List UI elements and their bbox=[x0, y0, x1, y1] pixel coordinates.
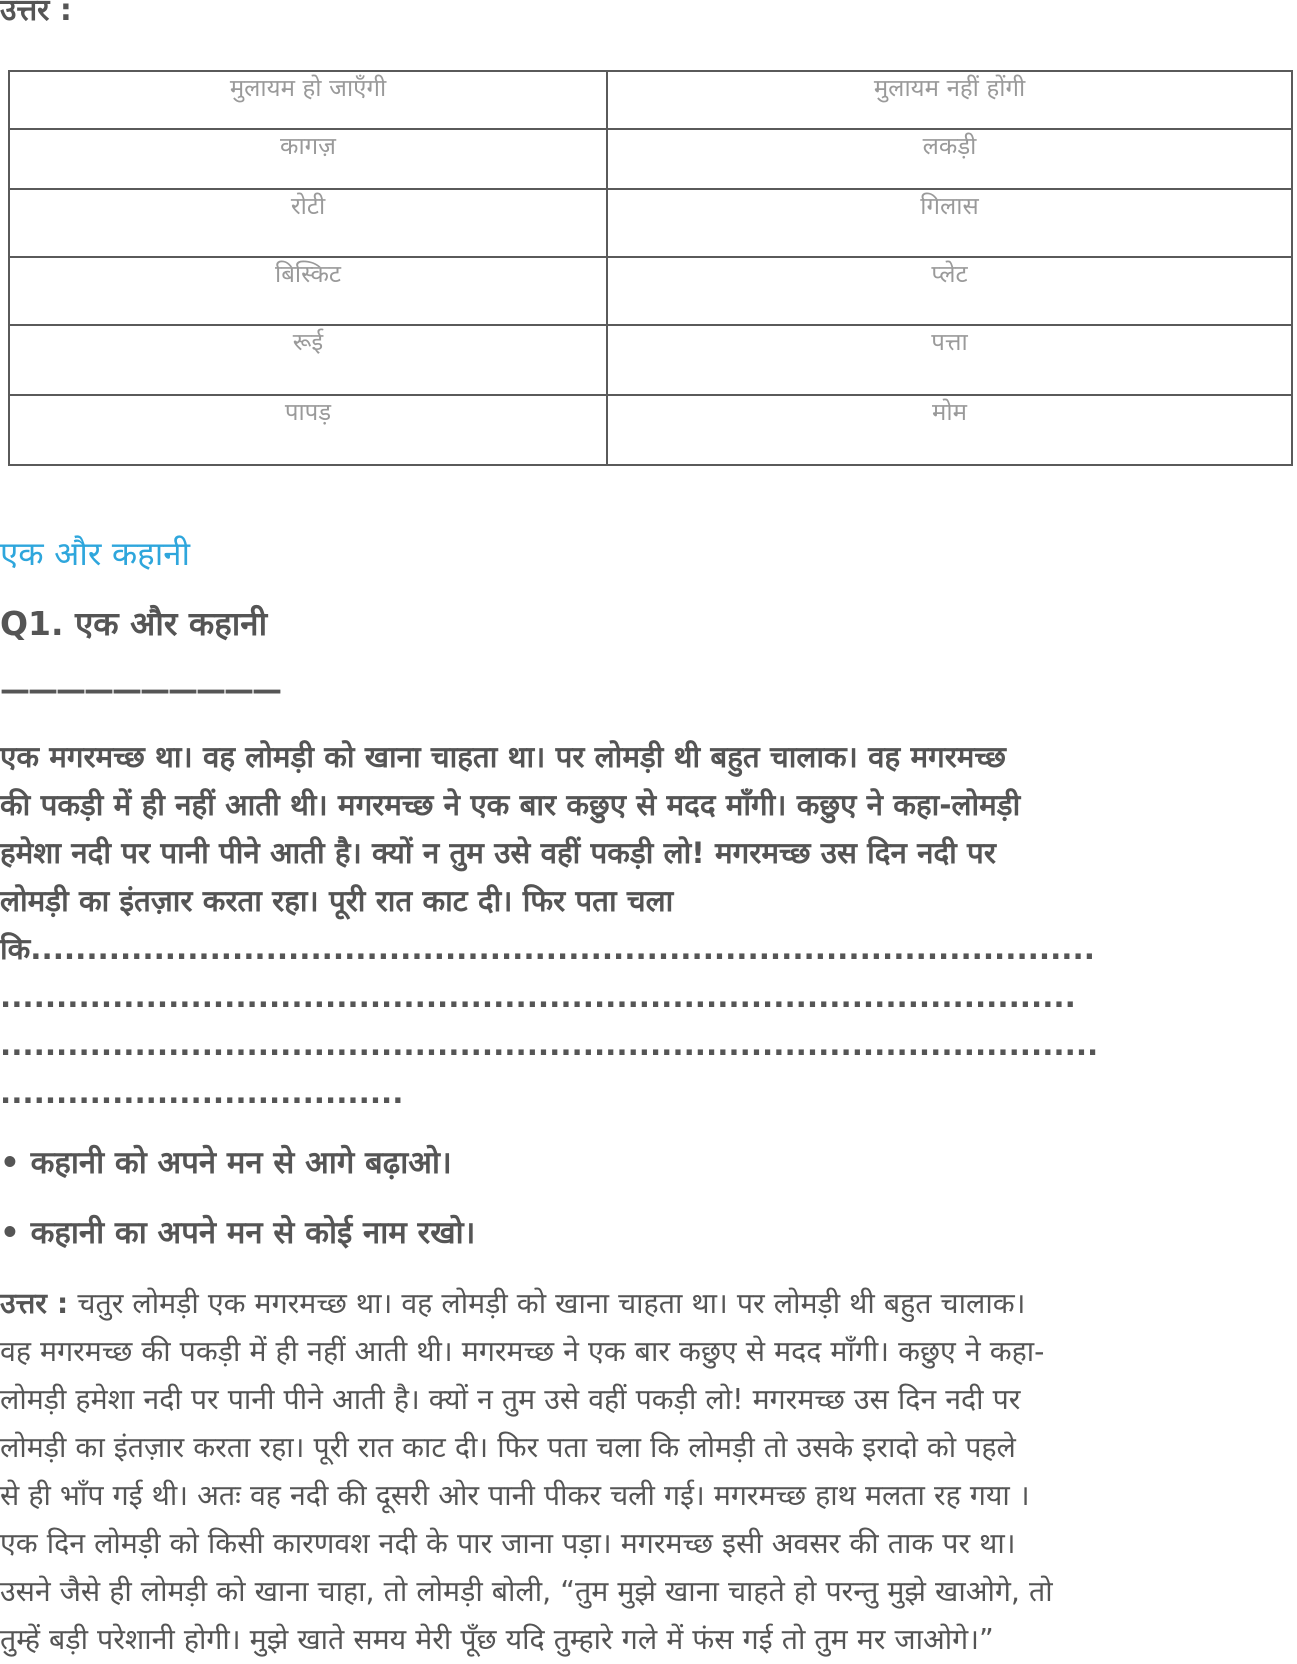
story-line: एक मगरमच्छ था। वह लोमड़ी को खाना चाहता था। पर लोमड़ी थी बहुत चालाक। वह मगरमच्छ bbox=[0, 740, 1006, 774]
bullet-item: • कहानी का अपने मन से कोई नाम रखो। bbox=[0, 1215, 476, 1251]
separator-line: —————————— bbox=[0, 673, 280, 708]
story-line: कि............................................................................................... bbox=[0, 932, 1095, 966]
table-row bbox=[9, 189, 1292, 257]
answer-line: उसने जैसे ही लोमड़ी को खाना चाहा, तो लोमड़ी बोली, “तुम मुझे खाना चाहते हो परन्तु मुझे खाओगे, तो bbox=[0, 1575, 1053, 1608]
answer-line: लोमड़ी का इंतज़ार करता रहा। पूरी रात काट दी। फिर पता चला कि लोमड़ी तो उसके इरादो को पहले bbox=[0, 1431, 1016, 1464]
answer-line bbox=[0, 1280, 1297, 1328]
story-line: .................................... bbox=[0, 1076, 404, 1110]
story-line: की पकड़ी में ही नहीं आती थी। मगरमच्छ ने एक बार कछुए से मदद माँगी। कछुए ने कहा-लोमड़ी bbox=[0, 788, 1021, 822]
softness-table bbox=[8, 70, 1293, 466]
question-title: Q1. एक और कहानी bbox=[0, 604, 268, 643]
bullet-list bbox=[0, 1138, 475, 1278]
answer-line: से ही भाँप गई थी। अतः वह नदी की दूसरी ओर पानी पीकर चली गई। मगरमच्छ हाथ मलता रह गया । bbox=[0, 1479, 1030, 1512]
table-cell: कागज़ bbox=[9, 129, 607, 189]
table-cell: रूई bbox=[9, 325, 607, 395]
story-line: ................................................................................................ bbox=[0, 980, 1076, 1014]
answer-line: तुम्हें बड़ी परेशानी होगी। मुझे खाते समय मेरी पूँछ यदि तुम्हारे गले में फंस गई तो तुम मर जाओगे।” bbox=[0, 1623, 994, 1656]
table-row bbox=[9, 395, 1292, 465]
table-cell: रोटी bbox=[9, 189, 607, 257]
table-header-cell: मुलायम नहीं होंगी bbox=[607, 71, 1292, 129]
answer-line-text: चतुर लोमड़ी एक मगरमच्छ था। वह लोमड़ी को खाना चाहता था। पर लोमड़ी थी बहुत चालाक। bbox=[68, 1287, 1026, 1320]
answer-label-top: उत्तर : bbox=[0, 0, 72, 28]
table-row bbox=[9, 257, 1292, 325]
answer-label: उत्तर : bbox=[0, 1287, 69, 1320]
table-row bbox=[9, 325, 1292, 395]
table-cell: बिस्किट bbox=[9, 257, 607, 325]
bullet-item: • कहानी को अपने मन से आगे बढ़ाओ। bbox=[0, 1145, 452, 1181]
table-row bbox=[9, 129, 1292, 189]
story-line: हमेशा नदी पर पानी पीने आती है। क्यों न तुम उसे वहीं पकड़ी लो! मगरमच्छ उस दिन नदी पर bbox=[0, 836, 996, 870]
story-line: .................................................................................................. bbox=[0, 1028, 1099, 1062]
table-header-cell: मुलायम हो जाएँगी bbox=[9, 71, 607, 129]
table-cell: लकड़ी bbox=[607, 129, 1292, 189]
table-cell: प्लेट bbox=[607, 257, 1292, 325]
table-cell: मोम bbox=[607, 395, 1292, 465]
section-heading: एक और कहानी bbox=[0, 534, 191, 573]
answer-line: लोमड़ी हमेशा नदी पर पानी पीने आती है। क्यों न तुम उसे वहीं पकड़ी लो! मगरमच्छ उस दिन नदी पर bbox=[0, 1383, 1021, 1416]
answer-line: वह मगरमच्छ की पकड़ी में ही नहीं आती थी। मगरमच्छ ने एक बार कछुए से मदद माँगी। कछुए ने कहा- bbox=[0, 1335, 1045, 1368]
story-text bbox=[0, 733, 1297, 1117]
table-cell: पापड़ bbox=[9, 395, 607, 465]
story-line: लोमड़ी का इंतज़ार करता रहा। पूरी रात काट दी। फिर पता चला bbox=[0, 884, 674, 918]
table-cell: गिलास bbox=[607, 189, 1292, 257]
table-header-row bbox=[9, 71, 1292, 129]
answer-text bbox=[0, 1280, 1297, 1664]
answer-line: एक दिन लोमड़ी को किसी कारणवश नदी के पार जाना पड़ा। मगरमच्छ इसी अवसर की ताक पर था। bbox=[0, 1527, 1016, 1560]
table-cell: पत्ता bbox=[607, 325, 1292, 395]
